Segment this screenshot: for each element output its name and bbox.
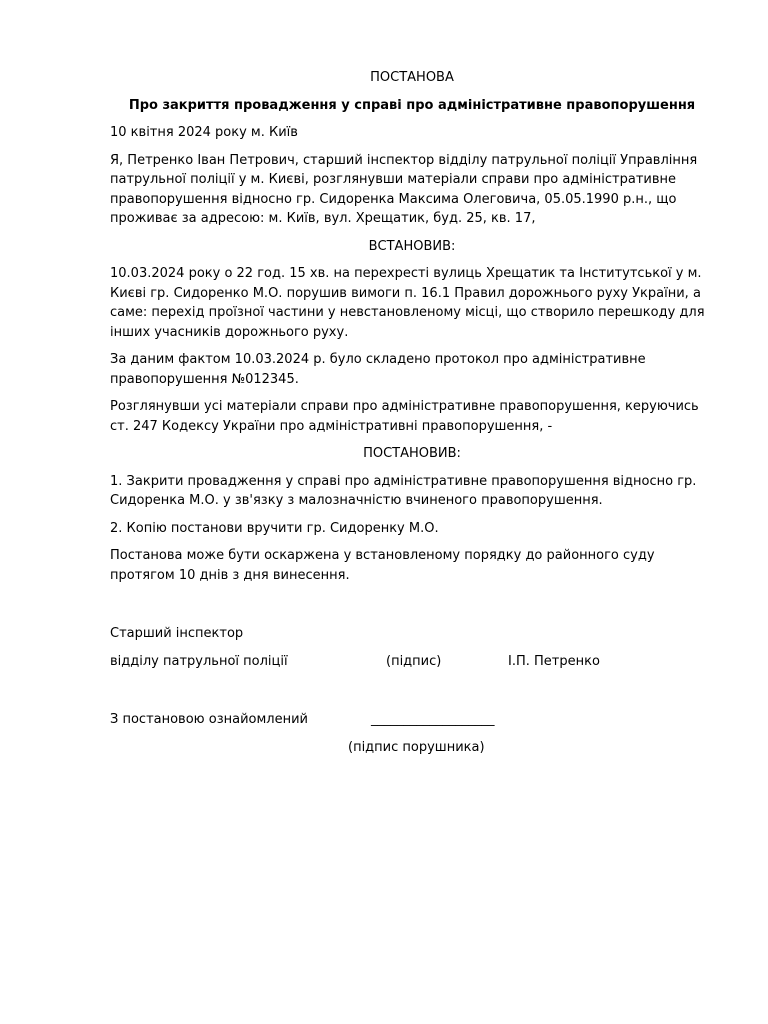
acknowledgement-label: З постановою ознайомлений [110,711,308,727]
acknowledgement-caption: (підпис порушника) [348,739,485,755]
established-paragraph-2: За даним фактом 10.03.2024 р. було складено протокол про адміністративне правопорушення №012345. [110,352,646,387]
resolved-heading: ПОСТАНОВИВ: [363,446,461,461]
signature-position-line1: Старший інспектор [110,626,244,641]
acknowledgement-caption-row [110,738,714,758]
resolved-item-1: 1. Закрити провадження у справі про адміністративне правопорушення відносно гр. Сидоренка М.О. у зв'язку з малозначністю вчиненого правопорушення. [110,473,697,508]
resolved-item-2: 2. Копію постанови вручити гр. Сидоренку М.О. [110,520,439,536]
date-place: 10 квітня 2024 року м. Київ [110,125,298,140]
established-paragraph-3: Розглянувши усі матеріали справи про адміністративне правопорушення, керуючись ст. 247 Кодексу України про адміністративні правопорушення, - [110,399,699,434]
spacer [110,593,714,624]
signature-position-line2: відділу патрульної поліції [110,653,288,669]
established-paragraph-1: 10.03.2024 року о 22 год. 15 хв. на перехресті вулиць Хрещатик та Інститутської у м. Києві гр. Сидоренко М.О. порушив вимоги п. 16.1 Правил дорожнього руху України, а саме: перехід проїзної частини у невстановленому місці, що створило перешкоду для інших учасників дорожнього руху. [110,266,705,340]
acknowledgement-blank-line: ___________________ [371,711,495,727]
intro-paragraph: Я, Петренко Іван Петрович, старший інспектор відділу патрульної поліції Управління патрульної поліції у м. Києві, розглянувши матеріали справи про адміністративне правопорушення відносно гр. Сидоренка Максима Олеговича, 05.05.1990 р.н., що проживає за адресою: м. Київ, вул. Хрещатик, буд. 25, кв. 17, [110,152,698,226]
document-subtitle: Про закриття провадження у справі про адміністративне правопорушення [128,97,696,113]
signatory-name: І.П. Петренко [508,653,600,669]
acknowledgement-block [110,710,714,730]
signature-block [110,652,714,672]
established-heading: ВСТАНОВИВ: [368,238,456,254]
document-page [110,68,714,758]
appeal-note: Постанова може бути оскаржена у встановленому порядку до районного суду протягом 10 днів з дня винесення. [110,548,655,583]
spacer [110,680,714,710]
signature-placeholder: (підпис) [386,653,442,669]
document-title: ПОСТАНОВА [370,70,454,85]
